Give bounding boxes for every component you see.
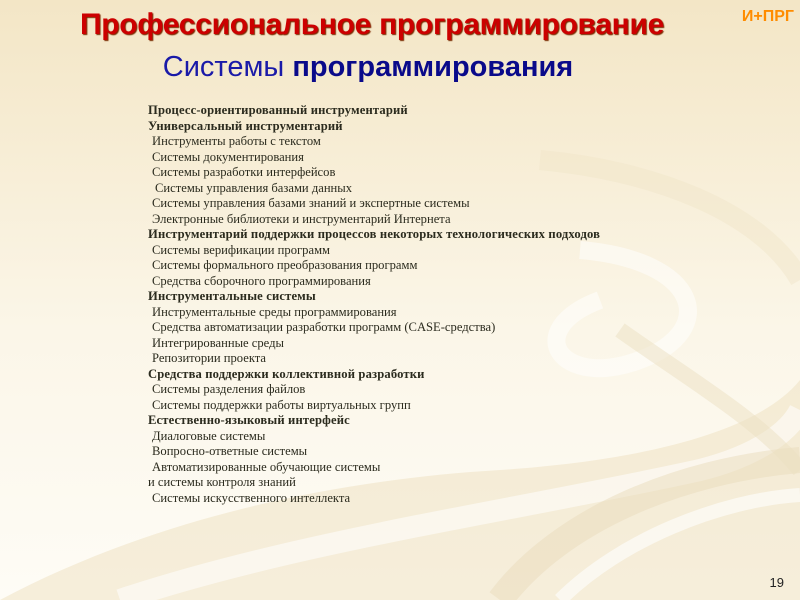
outline-item: Средства сборочного программирования	[152, 273, 371, 288]
outline-item: Интегрированные среды	[152, 335, 284, 350]
outline-item: Инструменты работы с текстом	[152, 134, 321, 148]
outline-item: Репозитории проекта	[152, 351, 267, 365]
outline-item: Системы разделения файлов	[152, 382, 306, 396]
subtitle-part1: Системы	[162, 51, 285, 83]
outline-item: Системы разработки интерфейсов	[152, 165, 336, 179]
outline-item: Диалоговые системы	[152, 428, 266, 443]
outline-item: Системы верификации программ	[152, 242, 331, 257]
subtitle-part2: программирования	[292, 51, 574, 83]
outline-heading: Естественно-языковый интерфейс	[148, 413, 350, 427]
outline-item: Системы поддержки работы виртуальных групп	[152, 397, 411, 412]
slide-subtitle	[0, 51, 736, 84]
outline-item: Электронные библиотеки и инструментарий Интернета	[152, 211, 451, 226]
outline-item: Системы управления базами знаний и экспертные системы	[152, 196, 470, 210]
outline-item: Вопросно-ответные системы	[152, 444, 308, 458]
outline-item: Средства автоматизации разработки программ (CASE-средства)	[152, 320, 496, 334]
outline-item: Автоматизированные обучающие системы	[152, 459, 381, 474]
slide-title: Профессиональное программирование	[79, 8, 665, 41]
outline-item: Системы документирования	[152, 149, 304, 164]
outline-heading: Инструментальные системы	[148, 289, 316, 303]
outline-heading: Инструментарий поддержки процессов некоторых технологических подходов	[148, 227, 601, 241]
outline-item: Инструментальные среды программирования	[152, 304, 397, 319]
outline-heading: Процесс-ориентированный инструментарий	[148, 103, 408, 117]
outline-item: Системы управления базами данных	[155, 180, 353, 195]
outline-list	[148, 103, 788, 506]
section-badge: И+ПРГ	[741, 8, 794, 25]
outline-item: Системы искусственного интеллекта	[152, 490, 351, 505]
page-number: 19	[769, 575, 784, 590]
outline-heading: Средства поддержки коллективной разработки	[148, 366, 425, 381]
outline-heading: Универсальный инструментарий	[148, 118, 343, 133]
outline-item: и системы контроля знаний	[148, 475, 296, 489]
outline-item: Системы формального преобразования программ	[152, 258, 418, 272]
